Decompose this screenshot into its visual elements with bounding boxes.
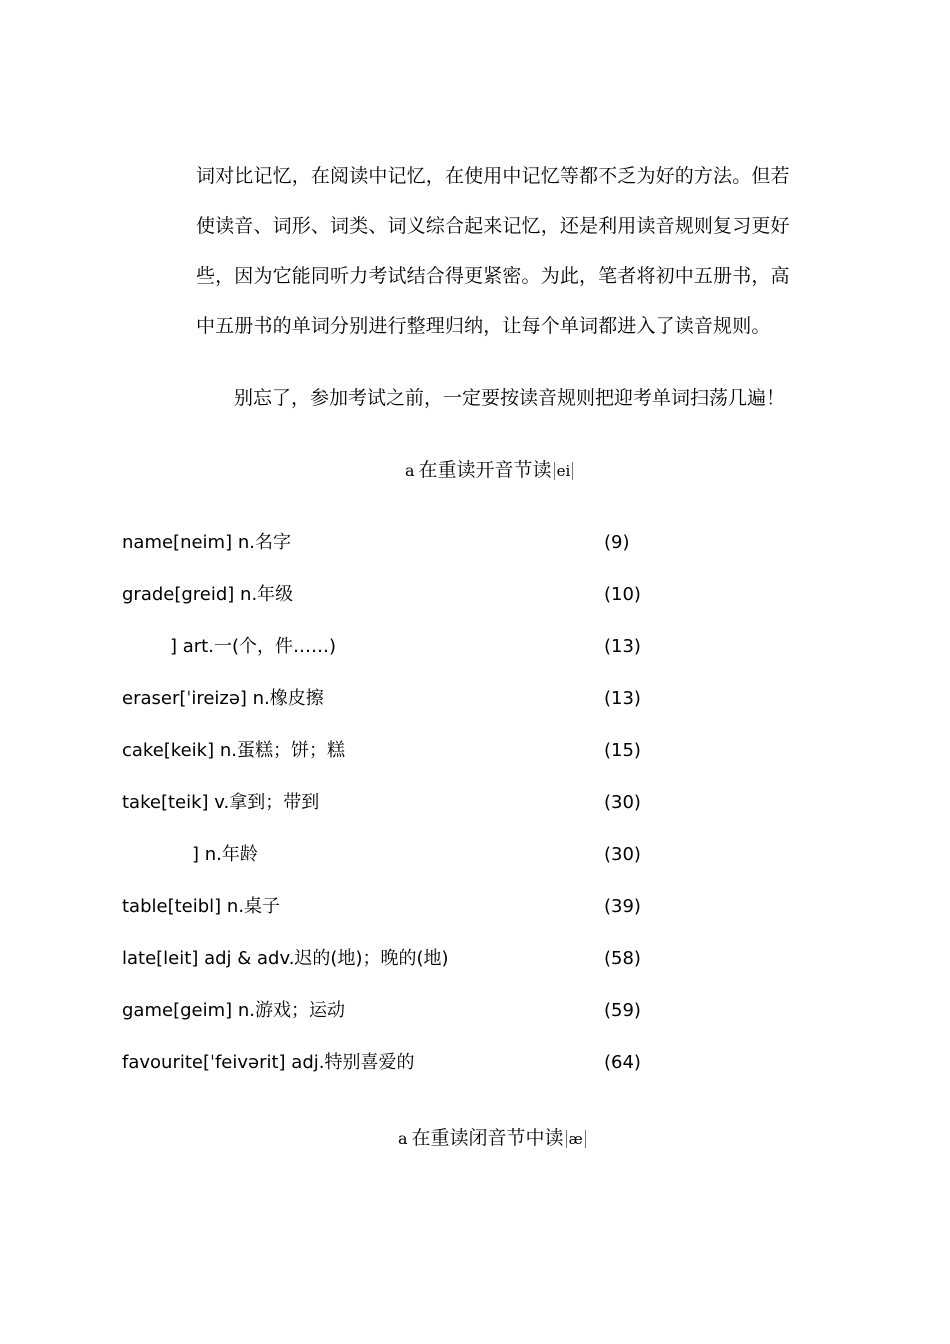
list-item [122, 895, 682, 919]
list-item [122, 635, 682, 659]
entry-word: take[teik] v.拿到；带到 [122, 792, 320, 813]
heading-ipa: ei [554, 462, 574, 480]
entry-page: (13) [604, 688, 641, 709]
heading-letter: a [405, 461, 415, 480]
heading-title: 在重读闭音节中读 [411, 1127, 564, 1149]
entry-page: (64) [604, 1052, 641, 1073]
entry-word: eraser[ˈireizə] n.橡皮擦 [122, 688, 324, 709]
entry-page: (30) [604, 844, 641, 865]
intro-line-4: 中五册书的单词分别进行整理归纳，让每个单词都进入了读音规则。 [196, 315, 771, 337]
entry-page: (30) [604, 792, 641, 813]
entry-word: game[geim] n.游戏；运动 [122, 1000, 345, 1021]
entry-page: (39) [604, 896, 641, 917]
entry-word: table[teibl] n.桌子 [122, 896, 281, 917]
intro-line-2: 使读音、词形、词类、词义综合起来记忆，还是利用读音规则复习更好 [196, 215, 790, 237]
entry-page: (13) [604, 636, 641, 657]
list-item [122, 843, 682, 867]
list-item [122, 583, 682, 607]
list-item [122, 791, 682, 815]
reminder-line: 别忘了，参加考试之前，一定要按读音规则把迎考单词扫荡几遍！ [234, 387, 786, 409]
list-item [122, 531, 682, 555]
entry-word: ] n.年龄 [192, 844, 258, 865]
intro-line-1: 词对比记忆，在阅读中记忆，在使用中记忆等都不乏为好的方法。但若 [196, 165, 790, 187]
list-item [122, 687, 682, 711]
heading-title: 在重读开音节读 [418, 459, 552, 481]
list-item [122, 947, 682, 971]
entry-word: cake[keik] n.蛋糕；饼；糕 [122, 740, 345, 761]
entry-word: ] art.一(个，件……) [170, 636, 336, 657]
entry-page: (58) [604, 948, 641, 969]
entry-page: (10) [604, 584, 641, 605]
entry-page: (59) [604, 1000, 641, 1021]
entry-word: late[leit] adj & adv.迟的(地)；晚的(地) [122, 948, 449, 969]
heading-letter: a [398, 1129, 408, 1148]
entry-word: name[neim] n.名字 [122, 532, 291, 553]
intro-line-3: 些，因为它能同听力考试结合得更紧密。为此，笔者将初中五册书，高 [196, 265, 790, 287]
list-item [122, 999, 682, 1023]
entry-page: (15) [604, 740, 641, 761]
entry-word: favourite[ˈfeivərit] adj.特别喜爱的 [122, 1052, 415, 1073]
entry-word: grade[greid] n.年级 [122, 584, 294, 605]
list-item [122, 739, 682, 763]
entry-page: (9) [604, 532, 630, 553]
heading-ipa: æ [566, 1130, 586, 1148]
list-item [122, 1051, 682, 1075]
